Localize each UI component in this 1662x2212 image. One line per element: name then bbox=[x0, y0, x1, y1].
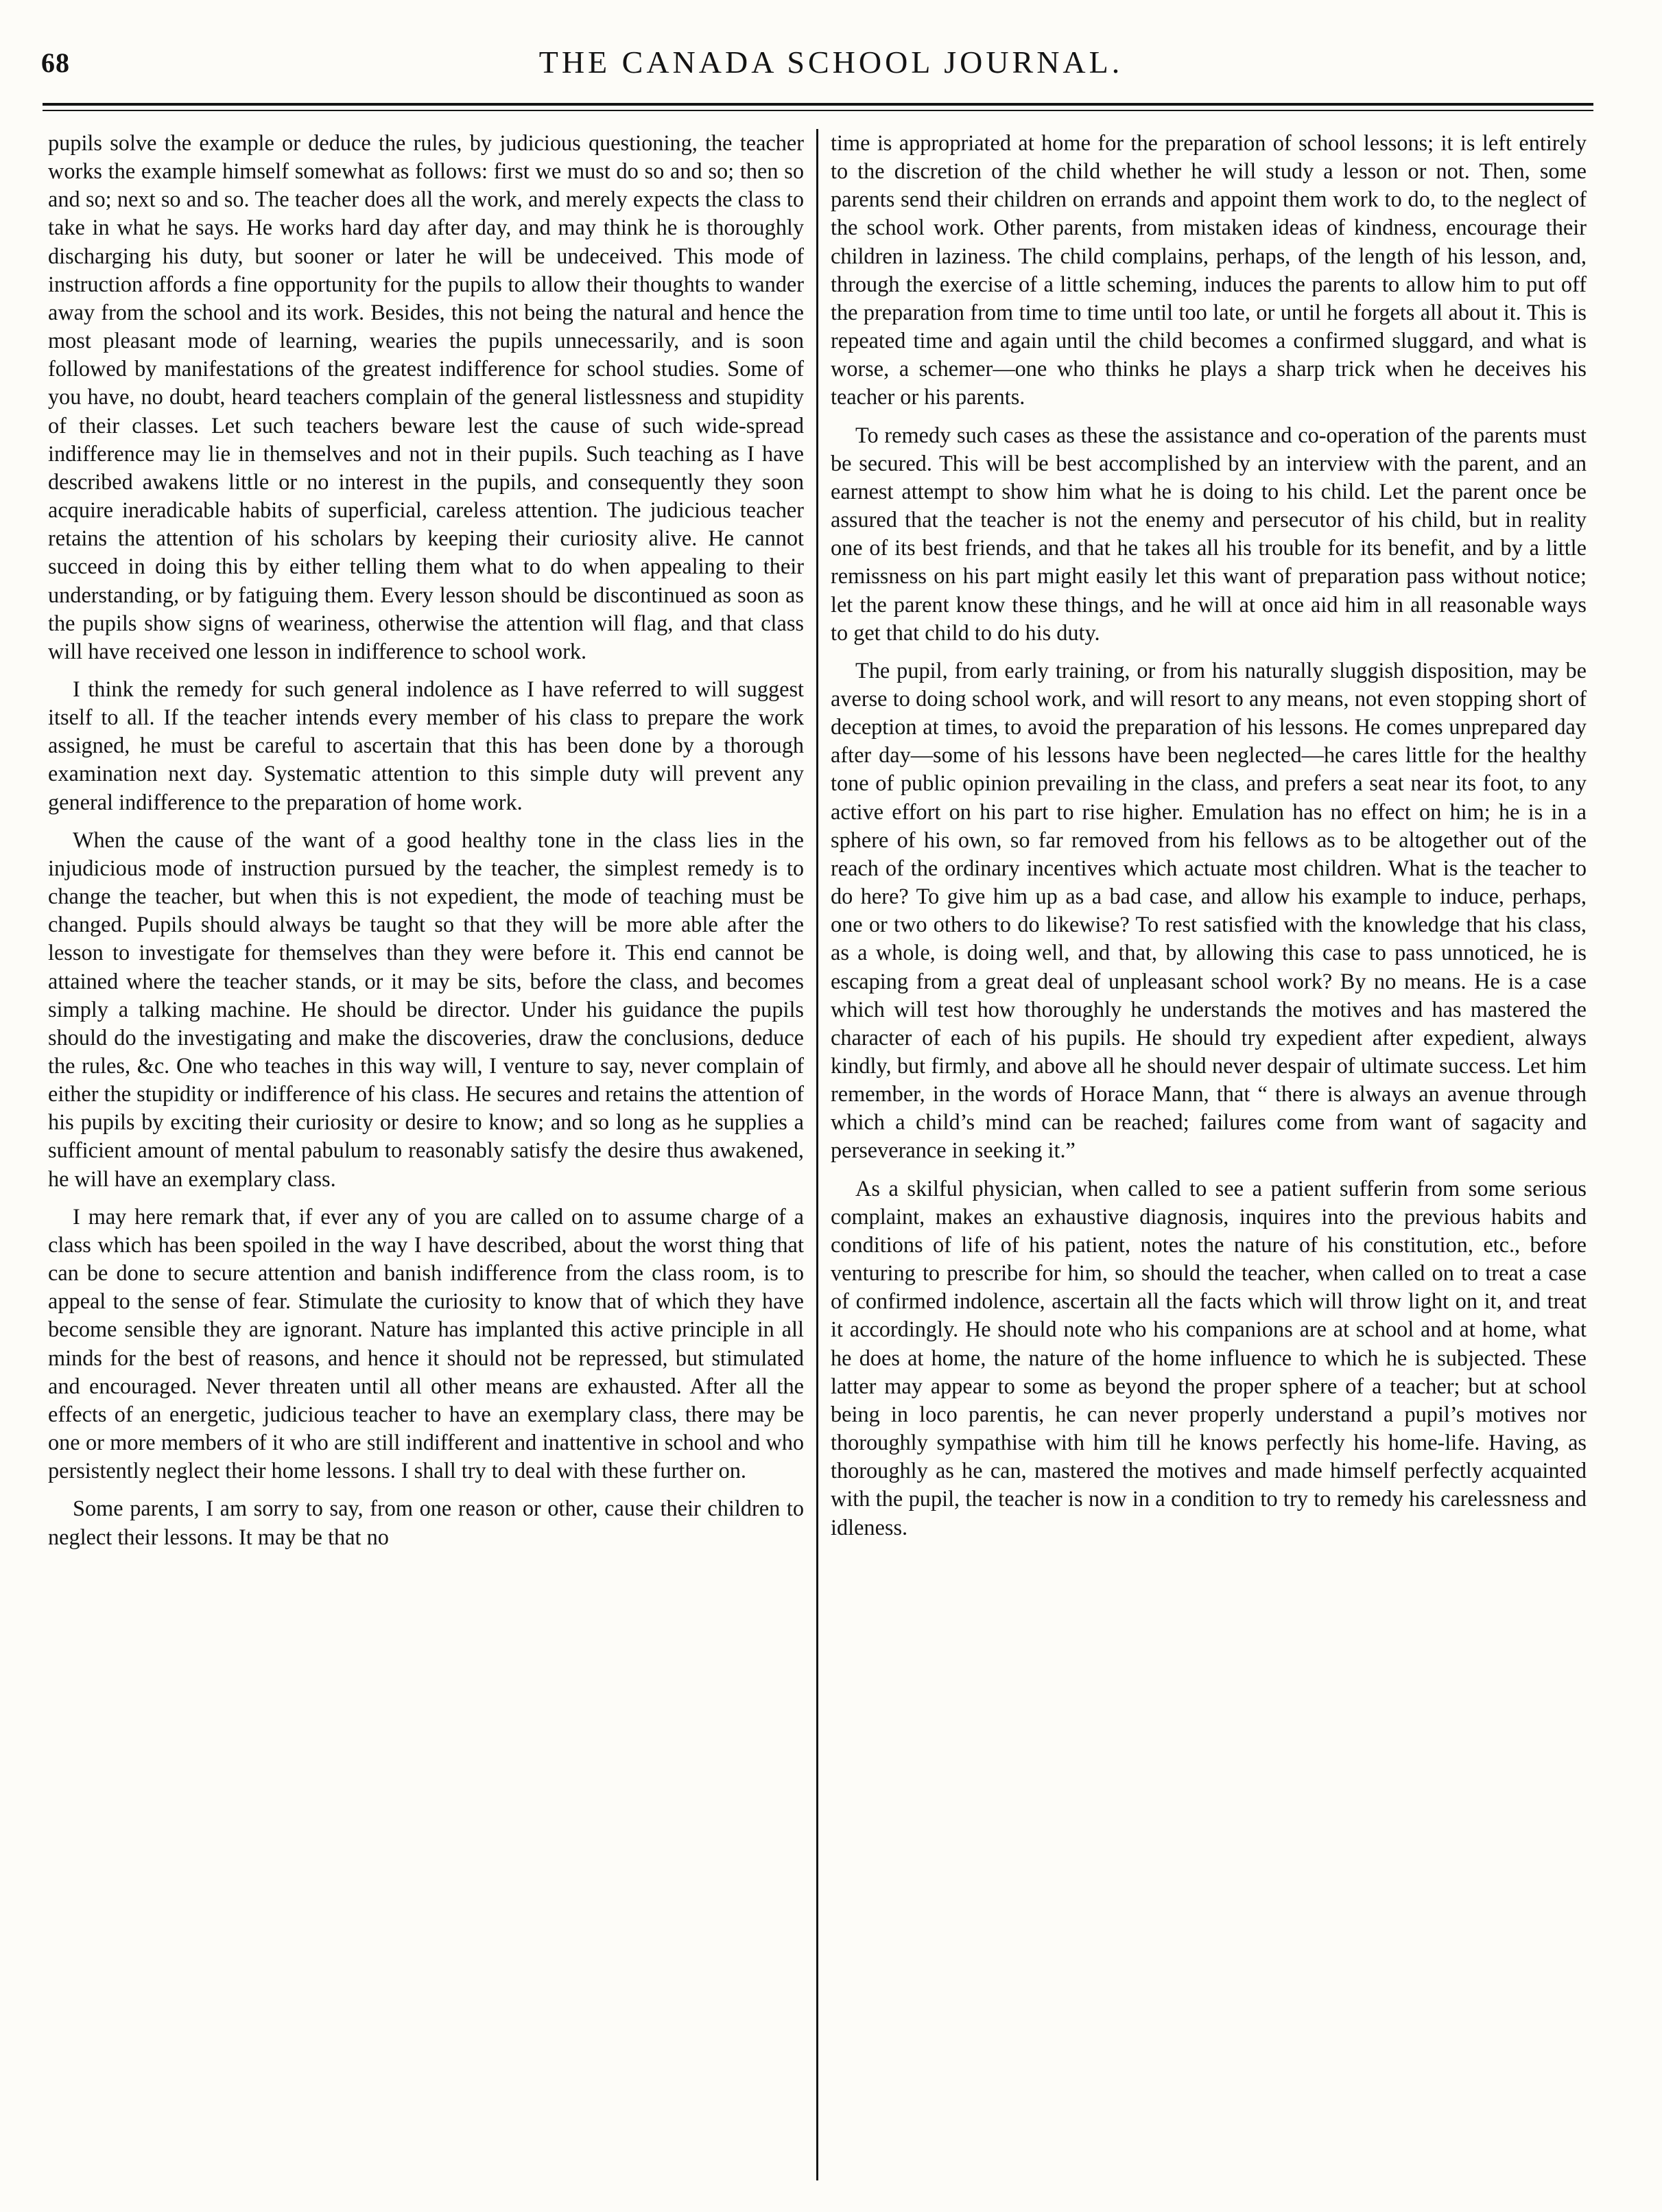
right-column bbox=[825, 129, 1592, 2180]
left-column bbox=[43, 129, 809, 2180]
paragraph: As a skilful physician, when called to see a patient sufferin from some serious complaint, makes an exhaustive diagnosis, inquires into the previous habits and conditions of life of his patient, notes the nature of his constitution, etc., before venturing to prescribe for him, so should the teacher, when called on to treat a case of confirmed indolence, ascertain all the facts which will throw light on it, and treat it accordingly. He should note who his companions are at school and at home, what he does at home, the nature of the home influence to which he is subjected. These latter may appear to some as beyond the proper sphere of a teacher; but at school being in loco parentis, he can never properly understand a pupil’s motives nor thoroughly sympathise with him till he knows perfectly his home-life. Having, as thoroughly as he can, mastered the motives and made himself perfectly acquainted with the pupil, the teacher is now in a condition to try to remedy his carelessness and idleness. bbox=[831, 1175, 1587, 1540]
paragraph: The pupil, from early training, or from his naturally sluggish disposition, may be averse to doing school work, and will resort to any means, not even stopping short of deception at times, to avoid the preparation of his lessons. He comes unprepared day after day—some of his lessons have been neglected—he cares little for the healthy tone of public opinion prevailing in the class, and prefers a seat near its foot, to any active effort on his part to rise higher. Emulation has no effect on him; he is in a sphere of his own, so far removed from his fellows as to be altogether out of the reach of the ordinary incentives which actuate most children. What is the teacher to do here? To give him up as a bad case, and allow his example to induce, perhaps, one or two others to do likewise? To rest satisfied with the knowledge that his class, as a whole, is doing well, and that, by allowing this case to pass unnoticed, he is escaping from a great deal of unpleasant school work? By no means. He is a case which will test how thoroughly he understands the motives and has mastered the character of each of his pupils. He should try expedient after expedient, always kindly, but firmly, and above all he should never despair of ultimate success. Let him remember, in the words of Horace Mann, that “ there is always an avenue through which a child’s mind can be reached; failures come from want of sagacity and perseverance in seeking it.” bbox=[831, 657, 1587, 1163]
column-divider bbox=[816, 129, 818, 2180]
header-rule-thin bbox=[43, 110, 1593, 111]
paragraph: To remedy such cases as these the assistance and co-operation of the parents must be secured. This will be best accomplished by an interview with the parent, and an earnest attempt to show him what he is doing to his child. Let the parent once be assured that the teacher is not the enemy and persecutor of his child, but in reality one of its best friends, and that he takes all his trouble for its benefit, and by a little remissness on his part might easily let this want of preparation pass without notice; let the parent know these things, and he will at once aid him in all reasonable ways to get that child to do his duty. bbox=[831, 422, 1587, 645]
article-columns bbox=[43, 129, 1593, 2180]
header-rule bbox=[43, 103, 1593, 106]
paragraph: time is appropriated at home for the preparation of school lessons; it is left entirely to the discretion of the child whether he will study a lesson or not. Then, some parents send their children on errands and appoint them work to do, to the neglect of the school work. Other parents, from mistaken ideas of kindness, encourage their children in laziness. The child complains, perhaps, of the length of his lesson, and, through the exercise of a little scheming, induces the parents to allow him to put off the preparation from time to time until too late, or until he forgets all about it. This is repeated time and again until the child becomes a confirmed sluggard, and what is worse, a schemer—one who thinks he plays a sharp trick when he deceives his teacher or his parents. bbox=[831, 130, 1587, 410]
paragraph: I may here remark that, if ever any of you are called on to assume charge of a class which has been spoiled in the way I have described, about the worst thing that can be done to secure attention and banish indifference from the class room, is to appeal to the sense of fear. Stimulate the curiosity to know that of which they have become sensible they are ignorant. Nature has implanted this active principle in all minds for the best of reasons, and hence it should not be repressed, but stimulated and encouraged. Never threaten until all other means are exhausted. After all the effects of an energetic, judicious teacher to have an exemplary class, there may be one or more members of it who are still indifferent and inattentive in school and who persistently neglect their home lessons. I shall try to deal with these further on. bbox=[48, 1203, 804, 1483]
paragraph: pupils solve the example or deduce the rules, by judicious questioning, the teacher works the example himself somewhat as follows: first we must do so and so; then so and so; next so and so. The teacher does all the work, and merely expects the class to take in what he says. He works hard day after day, and may think he is thoroughly discharging his duty, but sooner or later he will be undeceived. This mode of instruction affords a fine opportunity for the pupils to allow their thoughts to wander away from the school and its work. Besides, this not being the natural and hence the most pleasant mode of learning, wearies the pupils unnecessarily, and is soon followed by manifestations of the greatest indifference for school studies. Some of you have, no doubt, heard teachers complain of the general listlessness and stupidity of their classes. Let such teachers beware lest the cause of such wide-spread indifference may lie in themselves and not in their pupils. Such teaching as I have described awakens little or no interest in the pupils, and consequently they soon acquire ineradicable habits of superficial, careless attention. The judicious teacher retains the attention of his scholars by keeping their curiosity alive. He cannot succeed in doing this by either telling them what to do when appealing to their understanding, or by fatiguing them. Every lesson should be discontinued as soon as the pupils show signs of weariness, otherwise the attention will flag, and that class will have received one lesson in indifference to school work. bbox=[48, 130, 804, 663]
paragraph: When the cause of the want of a good healthy tone in the class lies in the injudicious mode of instruction pursued by the teacher, the simplest remedy is to change the teacher, but when this is not expedient, the mode of teaching must be changed. Pupils should always be taught so that they will be more able after the lesson to investigate for themselves than they were before it. This end cannot be attained where the teacher stands, or it may be sits, before the class, and becomes simply a talking machine. He should be director. Under his guidance the pupils should do the investigating and make the discoveries, draw the conclusions, deduce the rules, &c. One who teaches in this way will, I venture to say, never complain of either the stupidity or indifference of his class. He secures and retains the attention of his pupils by exciting their curiosity or desire to know; and so long as he supplies a sufficient amount of mental pabulum to reasonably satisfy the desire thus awakened, he will have an exemplary class. bbox=[48, 827, 804, 1191]
journal-title: THE CANADA SCHOOL JOURNAL. bbox=[538, 45, 1124, 80]
page-number: 68 bbox=[41, 47, 70, 78]
paragraph: I think the remedy for such general indolence as I have referred to will suggest itself to all. If the teacher intends every member of his class to prepare the work assigned, he must be careful to ascertain that this has been done by a thorough examination next day. Systematic attention to this simple duty will prevent any general indifference to the preparation of home work. bbox=[48, 676, 804, 814]
paragraph: Some parents, I am sorry to say, from one reason or other, cause their children to neglect their lessons. It may be that no bbox=[48, 1496, 804, 1549]
